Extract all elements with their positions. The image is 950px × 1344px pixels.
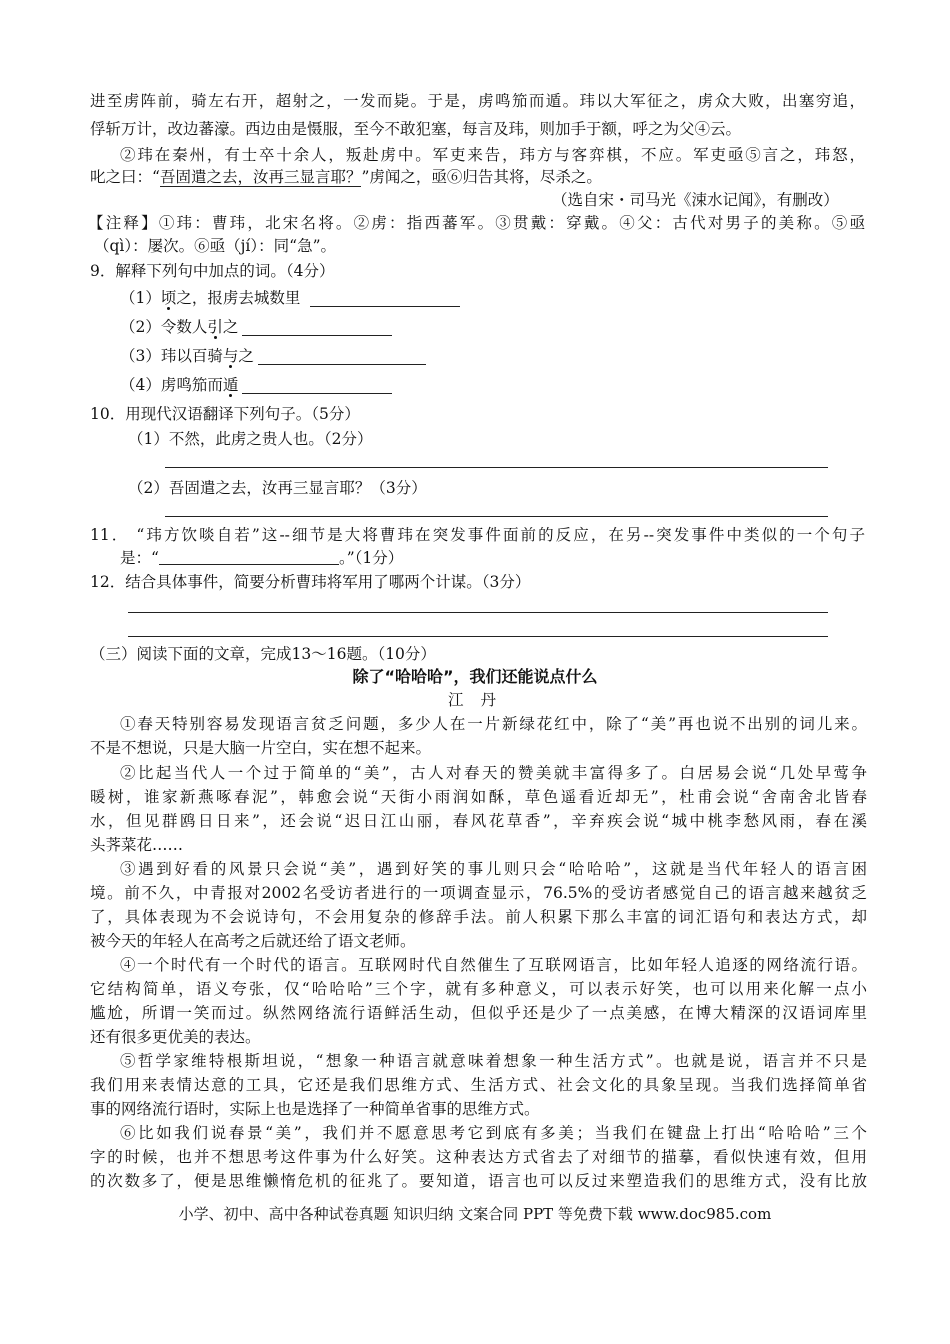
article-line: 水，但见群鸥日日来”，还会说“迟日江山丽，春风花草香”，辛弃疾会说“城中桃李愁风雨，春在溪 [90, 812, 867, 830]
article-author: 江 丹 [448, 691, 502, 709]
passage-line-1: 进至虏阵前，骑左右开，超射之，一发而毙。于是，虏鸣笳而遁。玮以大军征之，虏众大败，出塞穷追， [90, 92, 865, 110]
q12-answer-line-2[interactable] [128, 636, 828, 637]
article-line: 事的网络流行语时，实际上也是选择了一种简单省事的思维方式。 [90, 1100, 540, 1118]
q9-item-1 [120, 287, 300, 309]
section3-header: （三）阅读下面的文章，完成13～16题。（10分） [90, 645, 436, 663]
q10-sentence-2: （2）吾固遣之去，汝再三显言耶？（3分） [128, 479, 427, 497]
q9-answer-line-4[interactable] [242, 393, 392, 394]
q10-stem: 10．用现代汉语翻译下列句子。（5分） [90, 405, 360, 423]
passage-line-3: ②玮在秦州，有士卒十余人，叛赴虏中。军吏来告，玮方与客弈棋，不应。军吏亟⑤言之，玮怒， [120, 146, 865, 164]
article-line: 尴尬，所谓一笑而过。纵然网络流行语鲜活生动，但似乎还是少了一点美感，在博大精深的汉语词库里 [90, 1004, 867, 1022]
q9-item-3-pre: （3）玮以百骑 [120, 347, 223, 365]
q9-stem: 9．解释下列句中加点的词。（4分） [90, 262, 335, 280]
q9-item-4-pre: （4）虏鸣笳而 [120, 376, 223, 394]
q9-item-4 [120, 374, 238, 396]
article-line: 还有很多更优美的表达。 [90, 1028, 261, 1046]
q9-item-3 [120, 345, 254, 367]
underlined-sentence: 吾固遣之去，汝再三显言耶？ [159, 168, 362, 186]
article-line: 头荠菜花…… [90, 836, 184, 854]
article-line: 我们用来表情达意的工具，它还是我们思维方式、生活方式、社会文化的具象呈现。当我们选择简单省 [90, 1076, 867, 1094]
q10-sentence-1: （1）不然，此虏之贵人也。（2分） [128, 430, 373, 448]
q9-answer-line-3[interactable] [258, 364, 426, 365]
q9-item-4-dotted: 遁 [222, 376, 239, 394]
q11-prefix: 是：“ [120, 549, 159, 567]
q11-answer-blank[interactable] [159, 548, 339, 565]
passage-line-4 [90, 166, 602, 188]
q9-answer-line-2[interactable] [242, 335, 392, 336]
q9-item-2-pre: （2）令数人 [120, 318, 208, 336]
passage-source: （选自宋・司马光《涑水记闻》，有删改） [552, 191, 839, 209]
article-line: 暖树，谁家新燕啄春泥”，韩愈会说“天街小雨润如酥，草色遥看近却无”，杜甫会说“舍南舍北皆春 [90, 788, 867, 806]
article-line: 字的时候，也并不想思考这件事为什么好笑。这种表达方式省去了对细节的描摹，看似快速有效，但用 [90, 1148, 867, 1166]
passage-line-2: 俘斩万计，改边蕃濠。西边由是慑服，至今不敢犯塞，每言及玮，则加手于额，呼之为父④云。 [90, 120, 742, 138]
quote-open: 叱之曰：“ [90, 168, 160, 186]
q12-stem: 12．结合具体事件，简要分析曹玮将军用了哪两个计谋。（3分） [90, 573, 531, 591]
article-title: 除了“哈哈哈”，我们还能说点什么 [352, 667, 598, 686]
q9-answer-line-1[interactable] [310, 306, 460, 307]
article-line: 被今天的年轻人在高考之后就还给了语文老师。 [90, 932, 416, 950]
article-line: ①春天特别容易发现语言贫乏问题，多少人在一片新绿花红中，除了“美”再也说不出别的词儿来。 [120, 715, 867, 733]
q9-item-1-dotted: 顷 [160, 289, 177, 307]
q9-item-3-post: 之 [238, 347, 254, 365]
article-line: ②比起当代人一个过于简单的“美”，古人对春天的赞美就丰富得多了。白居易会说“几处早莺争 [120, 764, 867, 782]
article-line: ④一个时代有一个时代的语言。互联网时代自然催生了互联网语言，比如年轻人追逐的网络流行语。 [120, 956, 867, 974]
article-line: ③遇到好看的风景只会说“美”，遇到好笑的事儿则只会“哈哈哈”，这就是当代年轻人的语言困 [120, 860, 867, 878]
q11-line-1: 11． “玮方饮啖自若”这--细节是大将曹玮在突发事件面前的反应，在另--突发事件中类似的一个句子 [90, 526, 865, 544]
page-footer: 小学、初中、高中各种试卷真题 知识归纳 文案合同 PPT 等免费下载 www.doc985.com [178, 1205, 772, 1223]
article-line: 的次数多了，便是思维懒惰危机的征兆了。要知道，语言也可以反过来塑造我们的思维方式，没有比放 [90, 1172, 867, 1190]
article-line: 了，具体表现为不会说诗句，不会用复杂的修辞手法。前人积累下那么丰富的词汇语句和表达方式，却 [90, 908, 867, 926]
article-line: ⑥比如我们说春景“美”，我们并不愿意思考它到底有多美；当我们在键盘上打出“哈哈哈”三个 [120, 1124, 867, 1142]
article-line: 境。前不久，中青报对2002名受访者进行的一项调查显示，76.5%的受访者感觉自己的语言越来越贫乏 [90, 884, 867, 902]
notes-line-2: （qì）：屡次。⑥亟（jí）：同“急”。 [94, 237, 336, 255]
q9-item-3-dotted: 与 [222, 347, 239, 365]
q11-line-2 [120, 547, 403, 569]
q9-item-1-pre: （1） [120, 289, 161, 307]
notes-line-1: 【注释】①玮：曹玮，北宋名将。②虏：指西蕃军。③贯戴：穿戴。④父：古代对男子的美称。⑤亟 [88, 214, 865, 232]
q12-answer-line-1[interactable] [128, 612, 828, 613]
q11-suffix: 。”（1分） [338, 549, 404, 567]
q10-answer-line-1[interactable] [165, 467, 828, 468]
article-line: 不是不想说，只是大脑一片空白，实在想不起来。 [90, 739, 432, 757]
article-line: ⑤哲学家维特根斯坦说，“想象一种语言就意味着想象一种生活方式”。也就是说，语言并不只是 [120, 1052, 867, 1070]
q10-answer-line-2[interactable] [165, 516, 828, 517]
passage-line-4-rest: ”虏闻之，亟⑥归告其将，尽杀之。 [361, 168, 602, 186]
article-line: 它结构简单，语义夸张，仅“哈哈哈”三个字，就有多种意义，可以表示好笑，也可以用来化解一点小 [90, 980, 867, 998]
q9-item-2-dotted: 引 [207, 318, 223, 336]
q9-item-1-post: 之，报虏去城数里 [176, 289, 301, 307]
q9-item-2-post: 之 [222, 318, 239, 336]
q9-item-2 [120, 316, 238, 338]
